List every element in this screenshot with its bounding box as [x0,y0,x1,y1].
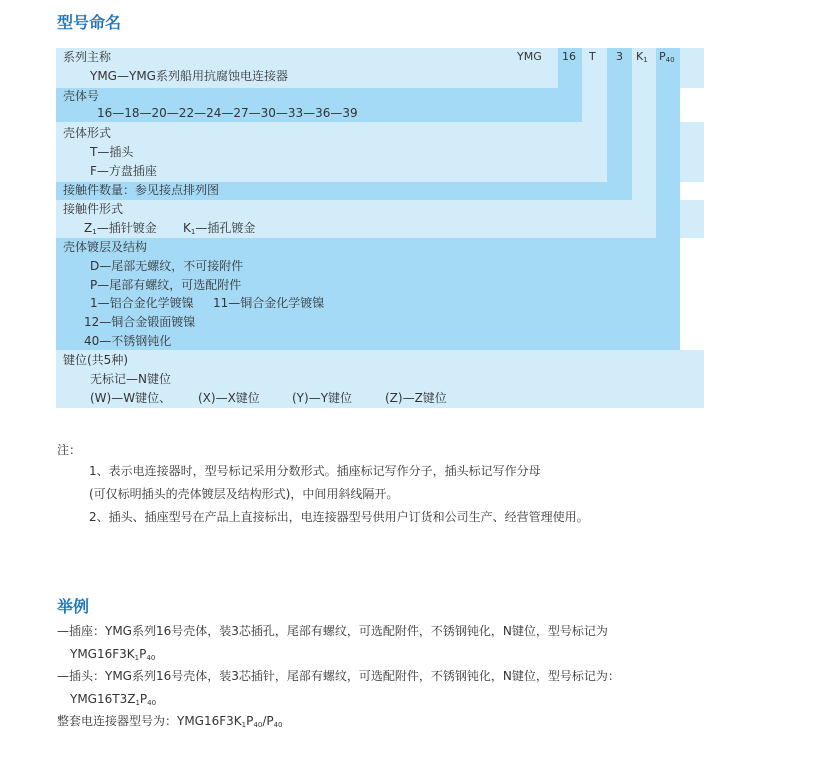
code-shell: 16 [562,50,576,63]
note-1b: (可仅标明插头的壳体镀层及结构形式)，中间用斜线隔开。 [89,487,399,501]
plating-label: 壳体镀层及结构 [63,240,148,254]
contact-form-z: $Z_1—$插针镀金 [84,221,157,236]
column-form [582,48,607,182]
example-socket-code: $YMG16F3K_1P_{40}$ [70,647,156,662]
example-socket: —插座：YMG系列16号壳体，装3芯插孔，尾部有螺纹，可选配附件，不锈钢钝化，N键位，型号标记为 [57,624,608,638]
example-plug-code: $YMG16T3Z_1P_{40}$ [70,692,157,707]
shell-no-value: 16—18—20—22—24—27—30—33—36—39 [97,106,358,120]
code-prefix: YMG [517,50,542,63]
note-1: 1、表示电连接器时，型号标记采用分数形式。插座标记写作分子，插头标记写作分母 [89,464,541,478]
shell-no-label: 壳体号 [63,89,100,103]
column-contact-form [632,48,656,238]
column-plating [656,48,680,350]
contact-form-label: 接触件形式 [63,202,124,216]
series-value: YMG—YMG系列船用抗腐蚀电连接器 [90,69,288,83]
plating-d: D—尾部无螺纹，不可接附件 [90,259,244,273]
contact-form-k: $K_1—$插孔镀金 [183,221,256,236]
code-contact-form: $K_1$ [636,50,648,64]
note-2: 2、插头、插座型号在产品上直接标出，电连接器型号供用户订货和公司生产、经营管理使用。 [89,510,589,524]
plating-40: 40—不锈钢钝化 [84,334,172,348]
code-contacts: 3 [616,50,623,63]
keyway-n: 无标记—N键位 [90,372,171,386]
example-full: 整套电连接器型号为：$YMG16F3K_1P_{40}/P_{40}$ [57,714,283,729]
contact-count-label: 接触件数量：参见接点排列图 [63,183,220,197]
keyway-w: (W)—W键位、 [90,391,172,405]
plating-11: 11—铜合金化学镀镍 [213,296,325,310]
shell-form-t: T—插头 [90,145,134,159]
notes-label: 注： [57,443,82,457]
plating-p: P—尾部有螺纹，可选配附件 [90,278,242,292]
example-plug: —插头：YMG系列16号壳体，装3芯插针，尾部有螺纹，可选配附件，不锈钢钝化，N键位，型号标记为： [57,669,620,683]
keyway-z: (Z)—Z键位 [385,391,447,405]
plating-1: 1—铝合金化学镀镍 [90,296,194,310]
column-contacts [607,48,632,200]
series-label: 系列主称 [63,50,112,64]
shell-form-f: F—方盘插座 [90,164,157,178]
code-form: T [589,50,596,63]
keyway-y: (Y)—Y键位 [292,391,353,405]
shell-form-label: 壳体形式 [63,126,112,140]
naming-title: 型号命名 [57,13,122,32]
keyway-label: 键位(共5种) [63,353,128,367]
code-plating: $P_{40}$ [659,50,675,64]
keyway-x: (X)—X键位 [198,391,260,405]
plating-12: 12—铜合金锻面镀镍 [84,315,196,329]
example-title: 举例 [57,597,90,616]
